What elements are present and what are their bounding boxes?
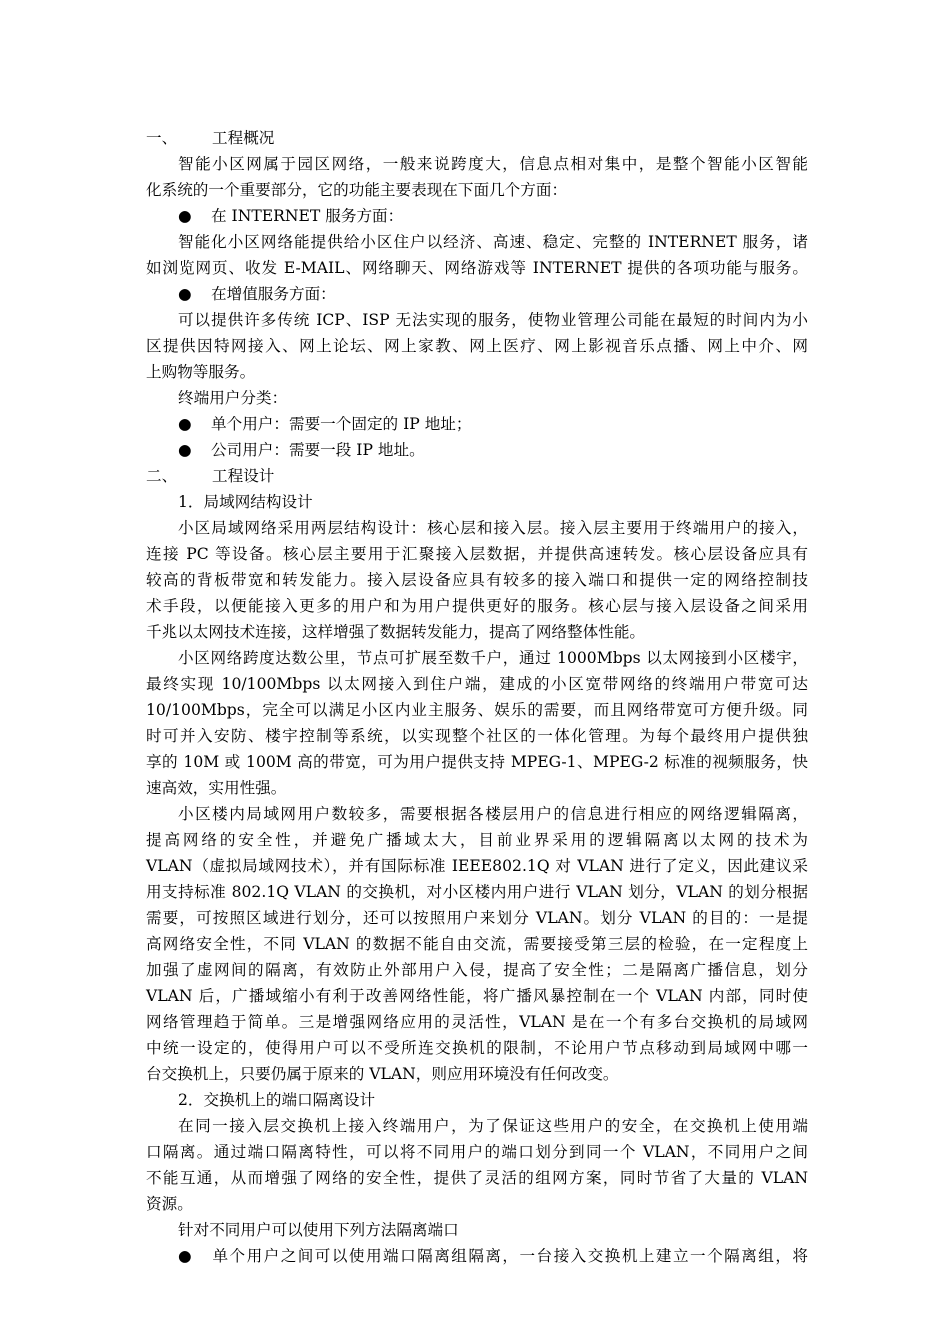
paragraph-line: 智能小区网属于园区网络，一般来说跨度大，信息点相对集中，是整个智能小区智能 [178,155,808,173]
section-title: 工程设计 [212,467,275,485]
bullet-icon: ● [178,415,192,433]
bullet-text: 单个用户之间可以使用端口隔离组隔离，一台接入交换机上建立一个隔离组，将 [211,1247,808,1265]
paragraph-line: 小区楼内局域网用户数较多，需要根据各楼层用户的信息进行相应的网络逻辑隔离， [178,805,808,823]
paragraph-line: 智能化小区网络能提供给小区住户以经济、高速、稳定、完整的 INTERNET 服务，诸 [178,233,808,251]
paragraph-line: 术手段，以便能接入更多的用户和为用户提供更好的服务。核心层与接入层设备之间采用 [146,597,808,615]
bullet-item [146,281,808,307]
paragraph-line: 在同一接入层交换机上接入终端用户，为了保证这些用户的安全，在交换机上使用端 [178,1117,808,1135]
paragraph-line: 千兆以太网技术连接，这样增强了数据转发能力，提高了网络整体性能。 [146,623,646,641]
paragraph-line: 较高的背板带宽和转发能力。接入层设备应具有较多的接入端口和提供一定的网络控制技 [146,571,808,589]
paragraph-line: 终端用户分类： [178,389,288,407]
paragraph-line: 享的 10M 或 100M 高的带宽，可为用户提供支持 MPEG-1、MPEG-2 标准的视频服务，快 [146,753,808,771]
document-body [146,125,808,1269]
paragraph-line: 小区局域网络采用两层结构设计：核心层和接入层。接入层主要用于终端用户的接入， [178,519,808,537]
bullet-text: 在 INTERNET 服务方面： [211,207,404,225]
paragraph-line: 提高网络的安全性，并避免广播域太大，目前业界采用的逻辑隔离以太网的技术为 [146,831,808,849]
bullet-icon: ● [178,1247,192,1265]
paragraph-line: 速高效，实用性强。 [146,779,287,797]
bullet-icon: ● [178,285,192,303]
paragraph-line: 针对不同用户可以使用下列方法隔离端口 [178,1221,459,1239]
bullet-text: 单个用户：需要一个固定的 IP 地址； [211,415,472,433]
paragraph-line: 口隔离。通过端口隔离特性，可以将不同用户的端口划分到同一个 VLAN，不同用户之间 [146,1143,808,1161]
paragraph-line: 小区网络跨度达数公里，节点可扩展至数千户，通过 1000Mbps 以太网接到小区楼宇， [178,649,808,667]
paragraph-line: 用支持标准 802.1Q VLAN 的交换机，对小区楼内用户进行 VLAN 划分，VLAN 的划分根据 [146,883,808,901]
bullet-text: 在增值服务方面： [211,285,336,303]
paragraph-line: 中统一设定的，使得用户可以不受所连交换机的限制，不论用户节点移动到局域网中哪一 [146,1039,808,1057]
section-heading-2 [146,463,808,489]
paragraph-line: 需要，可按照区域进行划分，还可以按照用户来划分 VLAN。划分 VLAN 的目的：一是提 [146,909,808,927]
paragraph-line: 网络管理趋于简单。三是增强网络应用的灵活性，VLAN 是在一个有多台交换机的局域网 [146,1013,808,1031]
bullet-item [146,411,808,437]
paragraph-line: 台交换机上，只要仍属于原来的 VLAN，则应用环境没有任何改变。 [146,1065,619,1083]
paragraph-line: 不能互通，从而增强了网络的安全性，提供了灵活的组网方案，同时节省了大量的 VLAN [146,1169,808,1187]
paragraph-line: 化系统的一个重要部分，它的功能主要表现在下面几个方面： [146,181,568,199]
section-number: 二、 [146,467,178,485]
paragraph-line: 高网络安全性，不同 VLAN 的数据不能自由交流，需要接受第三层的检验，在一定程度上 [146,935,808,953]
paragraph-line: 如浏览网页、收发 E-MAIL、网络聊天、网络游戏等 INTERNET 提供的各项功能与服务。 [146,259,808,277]
bullet-icon: ● [178,207,192,225]
paragraph-line: 最终实现 10/100Mbps 以太网接入到住户端，建成的小区宽带网络的终端用户带宽可达 [146,675,808,693]
paragraph-line: 上购物等服务。 [146,363,256,381]
bullet-text: 公司用户：需要一段 IP 地址。 [211,441,425,459]
section-number: 一、 [146,129,178,147]
paragraph-line: 10/100Mbps，完全可以满足小区内业主服务、娱乐的需要，而且网络带宽可方便升级。同 [146,701,808,719]
section-heading-1 [146,125,808,151]
bullet-item [146,203,808,229]
paragraph-line: 连接 PC 等设备。核心层主要用于汇聚接入层数据，并提供高速转发。核心层设备应具有 [146,545,808,563]
paragraph-line: VLAN 后，广播域缩小有利于改善网络性能，将广播风暴控制在一个 VLAN 内部，同时使 [146,987,808,1005]
bullet-item [146,437,808,463]
section-title: 工程概况 [212,129,275,147]
subsection-heading: 1．局域网结构设计 [178,493,313,511]
paragraph-line: 区提供因特网接入、网上论坛、网上家教、网上医疗、网上影视音乐点播、网上中介、网 [146,337,808,355]
paragraph-line: 时可并入安防、楼宇控制等系统，以实现整个社区的一体化管理。为每个最终用户提供独 [146,727,808,745]
paragraph-line: 可以提供许多传统 ICP、ISP 无法实现的服务，使物业管理公司能在最短的时间内为小 [178,311,808,329]
paragraph-line: 加强了虚网间的隔离，有效防止外部用户入侵，提高了安全性；二是隔离广播信息，划分 [146,961,808,979]
paragraph-line: VLAN（虚拟局域网技术），并有国际标准 IEEE802.1Q 对 VLAN 进行了定义，因此建议采 [146,857,808,875]
bullet-icon: ● [178,441,192,459]
bullet-item [146,1243,808,1269]
paragraph-line: 资源。 [146,1195,193,1213]
subsection-heading: 2．交换机上的端口隔离设计 [178,1091,376,1109]
